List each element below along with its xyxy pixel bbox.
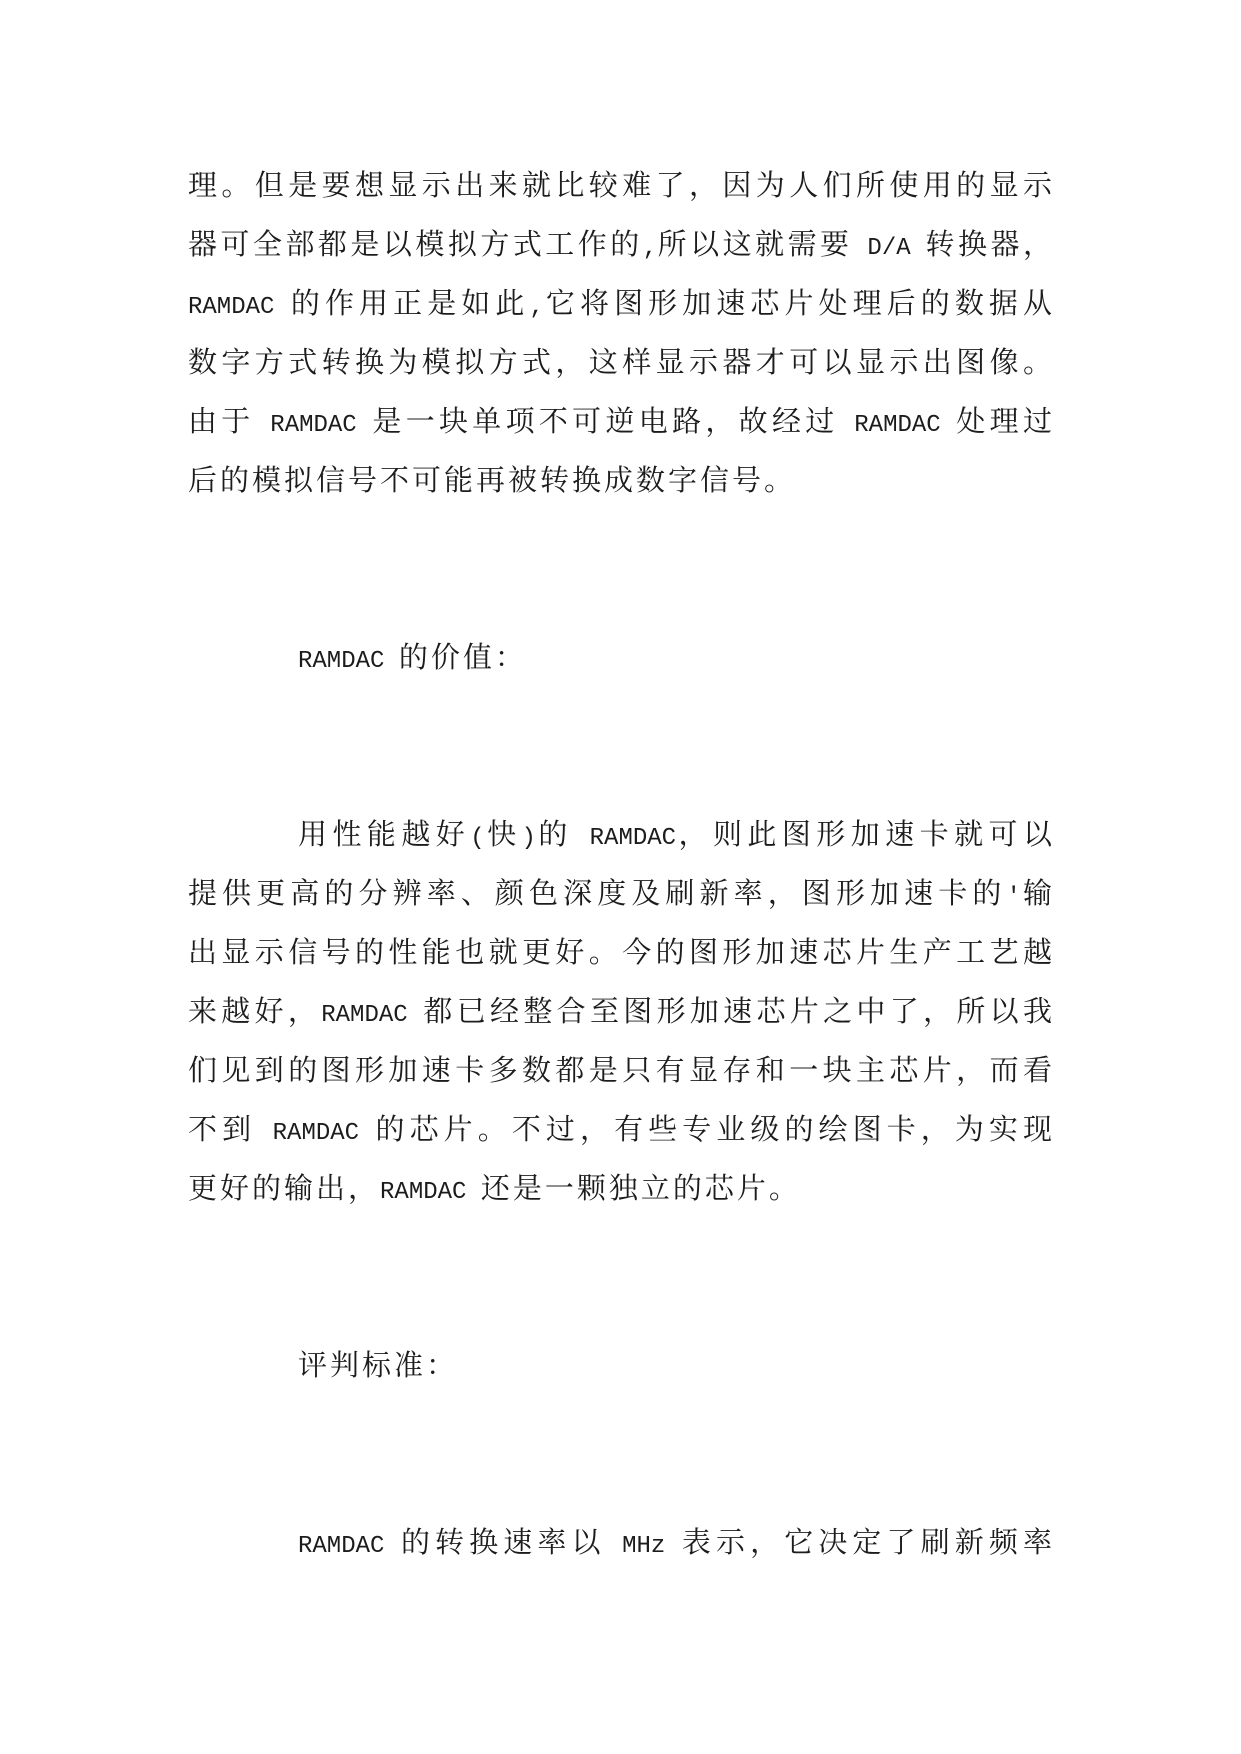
text-line: 由于 RAMDAC 是一块单项不可逆电路，故经过 RAMDAC 处理过 [188,404,1055,439]
text-line: 更好的输出，RAMDAC 还是一颗独立的芯片。 [188,1171,801,1206]
text-line: 理。但是要想显示出来就比较难了，因为人们所使用的显示 [188,168,1055,202]
text-line: 来越好，RAMDAC 都已经整合至图形加速芯片之中了，所以我 [188,994,1055,1029]
text-line: 器可全部都是以模拟方式工作的,所以这就需要 D/A 转换器， [188,227,1055,262]
section-heading-value [188,628,1055,687]
text-line: RAMDAC 的作用正是如此,它将图形加速芯片处理后的数据从 [188,286,1055,321]
text-line: 用性能越好(快)的 RAMDAC，则此图形加速卡就可以 [298,817,1055,852]
section-heading-criteria [188,1336,1055,1395]
section-heading: RAMDAC 的价值： [298,640,527,675]
text-line: 出显示信号的性能也就更好。今的图形加速芯片生产工艺越 [188,935,1055,969]
paragraph-ramdac-function [188,156,1055,510]
text-line: 提供更高的分辨率、颜色深度及刷新率，图形加速卡的'输 [188,876,1055,911]
paragraph-ramdac-value [188,805,1055,1218]
section-heading: 评判标准： [298,1348,459,1382]
text-line: 不到 RAMDAC 的芯片。不过，有些专业级的绘图卡，为实现 [188,1112,1055,1147]
paragraph-conversion-rate [188,1513,1055,1572]
text-line: 们见到的图形加速卡多数都是只有显存和一块主芯片，而看 [188,1053,1055,1087]
text-line: RAMDAC 的转换速率以 MHz 表示，它决定了刷新频率 [298,1525,1055,1560]
text-line: 数字方式转换为模拟方式，这样显示器才可以显示出图像。 [188,345,1055,379]
text-line: 后的模拟信号不可能再被转换成数字信号。 [188,463,797,497]
document-body [188,156,1055,1690]
